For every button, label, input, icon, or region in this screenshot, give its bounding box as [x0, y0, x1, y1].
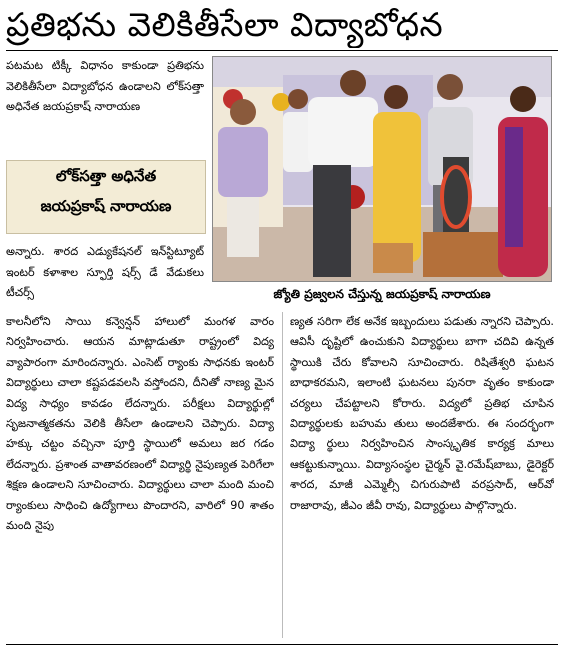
- intro-continued-text: అన్నారు. శారద ఎడ్యుకేషనల్ ఇన్‌స్టిట్యూట్ ఇంటర్ కళాశాల స్ఫూర్తి షర్స్ డే వేడుకలు టీచర్స్: [6, 245, 204, 299]
- headline-rule: [6, 50, 558, 51]
- lamp-lighting-photo: [213, 57, 551, 281]
- body-right-text: ణ్యత సరిగా లేక అనేక ఇబ్బందులు పడుతు న్నారని చెప్పారు. ఆవిసీ దృష్టిలో ఉంచుకుని విద్యార్థులు బాగా చదివి ఉన్నత స్థాయికి చేరు కోవాలని సూచించారు. రిషితేశ్వరి ఘటన బాధాకరమని, ఇలాంటి ఘటనలు పునరా వృతం కాకుండా చర్యలు చేపట్టాలని కోరారు. విద్యలో ప్రతిభ చూపిన విద్యార్థులకు బహుమ తులు అందజేశారు. ఈ సందర్భంగా విద్యా ర్థులు నిర్వహించిన సాంస్కృతిక కార్యక్ర మాలు ఆకట్టుకున్నాయి. విద్యాసంస్థల చైర్మన్ వై.రమేష్‌బాబు, డైరెక్టర్ శారద, మాజీ ఎమ్మెల్సీ చిగురుపాటి వరప్రసాద్, ఆర్‌వో రాజారావు, జీఎం జీవీ రావు, విద్యార్థులు పాల్గొన్నారు.: [290, 315, 554, 512]
- body-column-right: [290, 312, 554, 638]
- intro-continued-paragraph: [6, 242, 204, 302]
- body-column-left: [6, 312, 274, 638]
- bottom-rule: [6, 644, 558, 645]
- pull-quote-box: [6, 160, 206, 234]
- pull-quote-line-2: జయప్రకాష్ నారాయణ: [40, 197, 172, 215]
- intro-paragraph: [6, 56, 204, 151]
- intro-text: పటమట టిక్కీ విధానం కాకుండా ప్రతిభను వెలికితీసేలా విద్యాబోధన ఉండాలని లోక్‌సత్తా అధినేత జయప్రకాష్ నారాయణ: [6, 59, 204, 113]
- photo-caption: జ్యోతి ప్రజ్వలన చేస్తున్న జయప్రకాష్ నారాయణ: [273, 287, 491, 301]
- column-divider: [282, 312, 283, 638]
- headline: ప్రతిభను వెలికితీసేలా విద్యాబోధన: [6, 5, 444, 44]
- body-left-text: కాలనీలోని సాయి కన్వెన్షన్ హాలులో మంగళ వారం నిర్వహించారు. ఆయన మాట్లాడుతూ రాష్ట్రంలో విద్య వ్యాపారంగా మారిందన్నారు. ఎంసెట్ ర్యాంకు సాధనకు ఇంటర్ విద్యార్థులు చాలా కష్టపడవలసి వస్తోందని, దీనితో నాణ్య మైన విద్య సాధ్యం కావడం లేదన్నారు. పరీక్షలు విద్యార్థుల్లో సృజనాత్మకతను వెలికి తీసేలా ఉండాలని చెప్పారు. విద్యా హక్కు చట్టం వచ్చినా పూర్తి స్థాయిలో అమలు జర గడం లేదన్నారు. ప్రశాంత వాతావరణంలో విద్యార్థి నైపుణ్యత పెరిగేలా శిక్షణ ఉండాలని సూచించారు. విద్యార్థులు చాలా మంది మంచి ర్యాంకులు సాధించి ఉద్యోగాలు పొందారని, వారిలో 90 శాతం మంది నైపు: [6, 315, 274, 533]
- news-photo: [212, 56, 552, 282]
- pull-quote-line-1: లోక్‌సత్తా అధినేత: [55, 167, 157, 185]
